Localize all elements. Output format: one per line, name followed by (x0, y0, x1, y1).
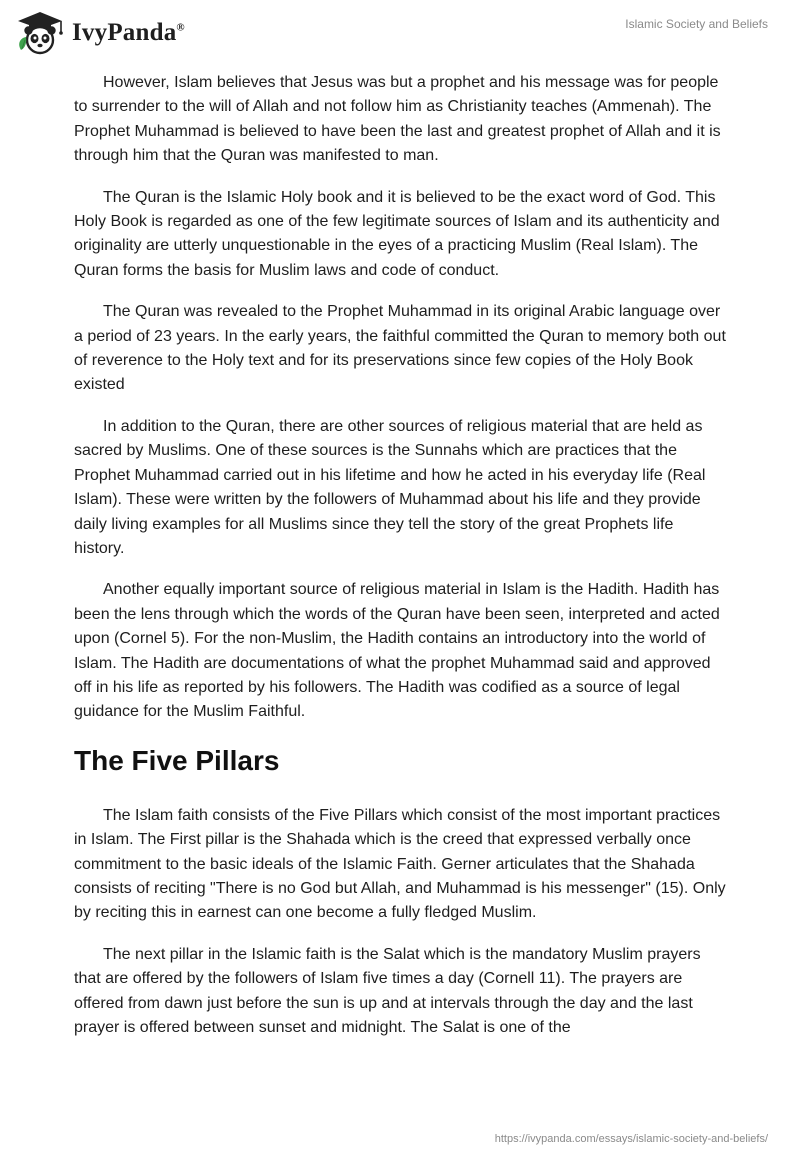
ivypanda-logo[interactable] (12, 10, 185, 56)
paragraph: Another equally important source of religious material in Islam is the Hadith. Hadith has been the lens through which the words of the Quran have been seen, interpreted and acted upon (Cornel 5). For the non-Muslim, the Hadith contains an introductory into the world of Islam. The Hadith are documentations of what the prophet Muhammad said and approved off in his life as reported by his followers. The Hadith was codified as a source of legal guidance for the Muslim Faithful. (74, 581, 720, 721)
section-heading: The Five Pillars (74, 744, 280, 776)
document-title: Islamic Society and Beliefs (625, 17, 768, 31)
paragraph: The next pillar in the Islamic faith is the Salat which is the mandatory Muslim prayers that are offered by the followers of Islam five times a day (Cornell 11). The prayers are offered from dawn just before the sun is up and at intervals through the day and the last prayer is offered between sunset and midnight. The Salat is one of the (74, 945, 701, 1036)
brand-name: IvyPanda® (72, 19, 185, 46)
paragraph: However, Islam believes that Jesus was but a prophet and his message was for people to surrender to the will of Allah and not follow him as Christianity teaches (Ammenah). The Prophet Muhammad is believed to have been the last and greatest prophet of Allah and it is through him that the Quran was manifested to man. (74, 74, 721, 165)
source-url[interactable]: https://ivypanda.com/essays/islamic-society-and-beliefs/ (494, 1133, 768, 1145)
paragraph: The Islam faith consists of the Five Pillars which consist of the most important practices in Islam. The First pillar is the Shahada which is the creed that expressed verbally once commitment to the basic ideals of the Islamic Faith. Gerner articulates that the Shahada consists of reciting "There is no God but Allah, and Muhammad is his messenger" (15). Only by reciting this in earnest can one become a fully fledged Muslim. (74, 806, 726, 922)
registered-mark: ® (176, 21, 185, 34)
paragraph: In addition to the Quran, there are other sources of religious material that are held as sacred by Muslims. One of these sources is the Sunnahs which are practices that the Prophet Muhammad carried out in his lifetime and how he acted in his everyday life (Real Islam). These were written by the followers of Muhammad about his life and they provide daily living examples for all Muslims since they tell the story of the great Prophets life history. (74, 417, 706, 557)
page-header (0, 0, 800, 70)
paragraph: The Quran is the Islamic Holy book and it is believed to be the exact word of God. This Holy Book is regarded as one of the few legitimate sources of Islam and its authenticity and originality are utterly unquestionable in the eyes of a practicing Muslim (Real Islam). The Quran forms the basis for Muslim laws and code of conduct. (74, 188, 720, 279)
panda-graduate-icon (12, 10, 68, 56)
essay-body (74, 71, 726, 1057)
paragraph: The Quran was revealed to the Prophet Muhammad in its original Arabic language over a period of 23 years. In the early years, the faithful committed the Quran to memory both out of reverence to the Holy text and for its preservations since few copies of the Holy Book existed (74, 303, 726, 394)
